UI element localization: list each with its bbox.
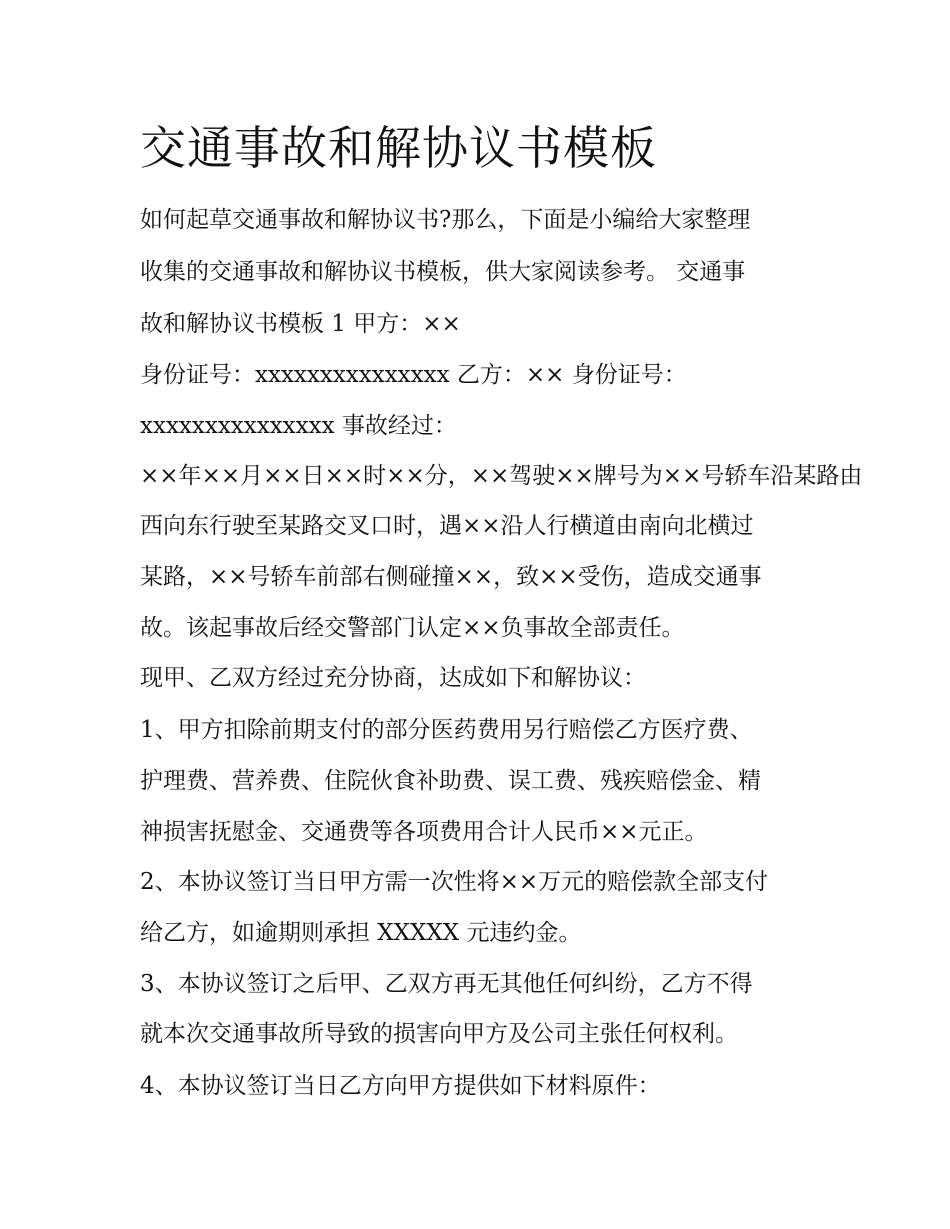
body-line-16: 3、本协议签订之后甲、乙双方再无其他任何纠纷，乙方不得 — [140, 971, 753, 997]
body-line-5: xxxxxxxxxxxxxxx 事故经过： — [140, 413, 457, 439]
body-line-9: 故。该起事故后经交警部门认定××负事故全部责任。 — [140, 615, 685, 641]
body-line-8: 某路，××号轿车前部右侧碰撞××，致××受伤，造成交通事 — [140, 564, 762, 590]
body-line-4: 身份证号：xxxxxxxxxxxxxxx 乙方：×× 身份证号： — [140, 362, 687, 388]
body-line-11: 1、甲方扣除前期支付的部分医药费用另行赔偿乙方医疗费、 — [140, 717, 753, 743]
body-line-15: 给乙方，如逾期则承担 XXXXX 元违约金。 — [140, 920, 582, 946]
body-line-18: 4、本协议签订当日乙方向甲方提供如下材料原件： — [140, 1073, 661, 1099]
document-title: 交通事故和解协议书模板 — [140, 121, 657, 175]
body-line-13: 神损害抚慰金、交通费等各项费用合计人民币××元正。 — [140, 819, 708, 845]
body-line-1: 如何起草交通事故和解协议书?那么，下面是小编给大家整理 — [140, 207, 751, 233]
body-line-17: 就本次交通事故所导致的损害向甲方及公司主张任何权利。 — [140, 1021, 738, 1047]
body-line-14: 2、本协议签订当日甲方需一次性将××万元的赔偿款全部支付 — [140, 869, 769, 895]
body-line-12: 护理费、营养费、住院伙食补助费、误工费、残疾赔偿金、精 — [140, 768, 761, 794]
body-line-2: 收集的交通事故和解协议书模板，供大家阅读参考。 交通事 — [140, 259, 746, 285]
body-line-3: 故和解协议书模板 1 甲方：×× — [140, 311, 461, 337]
body-line-7: 西向东行驶至某路交叉口时，遇××沿人行横道由南向北横过 — [140, 513, 754, 539]
body-line-10: 现甲、乙双方经过充分协商，达成如下和解协议： — [140, 665, 646, 691]
body-line-6: ××年××月××日××时××分，××驾驶××牌号为××号轿车沿某路由 — [140, 463, 863, 489]
